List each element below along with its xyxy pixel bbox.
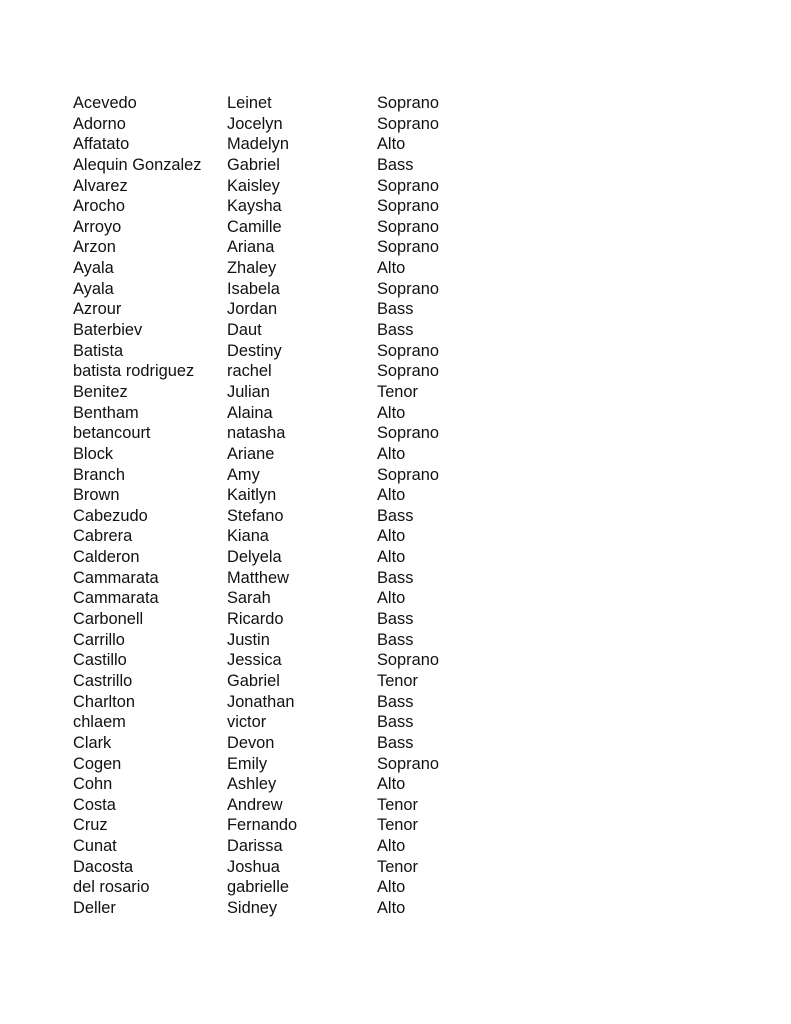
last-name-cell: Cammarata — [73, 568, 159, 587]
table-row — [73, 506, 493, 527]
voice-part-cell: Alto — [377, 403, 406, 422]
table-row — [73, 237, 493, 258]
table-row — [73, 857, 493, 878]
last-name-cell: del rosario — [73, 878, 150, 897]
last-name-cell: Azrour — [73, 300, 122, 319]
last-name-cell: Alvarez — [73, 176, 128, 195]
first-name-cell: Gabriel — [227, 671, 280, 690]
voice-part-cell: Bass — [377, 321, 414, 340]
first-name-cell: Camille — [227, 217, 282, 236]
first-name-cell: Fernando — [227, 816, 298, 835]
first-name-cell: Andrew — [227, 795, 283, 814]
voice-part-cell: Tenor — [377, 795, 418, 814]
table-row — [73, 754, 493, 775]
voice-part-cell: Bass — [377, 506, 414, 525]
table-row — [73, 320, 493, 341]
table-row — [73, 114, 493, 135]
table-row — [73, 176, 493, 197]
table-row — [73, 609, 493, 630]
last-name-cell: Arocho — [73, 197, 125, 216]
first-name-cell: Jessica — [227, 651, 282, 670]
last-name-cell: Ayala — [73, 279, 114, 298]
last-name-cell: Calderon — [73, 548, 140, 567]
first-name-cell: gabrielle — [227, 878, 289, 897]
table-row — [73, 692, 493, 713]
voice-part-cell: Soprano — [377, 465, 439, 484]
voice-part-cell: Tenor — [377, 671, 418, 690]
last-name-cell: Dacosta — [73, 857, 134, 876]
first-name-cell: Jordan — [227, 300, 278, 319]
voice-part-cell: Soprano — [377, 754, 439, 773]
voice-part-cell: Bass — [377, 155, 414, 174]
voice-part-cell: Soprano — [377, 238, 439, 257]
table-row — [73, 465, 493, 486]
first-name-cell: Joshua — [227, 857, 280, 876]
table-row — [73, 403, 493, 424]
voice-part-cell: Bass — [377, 300, 414, 319]
table-row — [73, 526, 493, 547]
first-name-cell: Stefano — [227, 506, 284, 525]
first-name-cell: Julian — [227, 382, 270, 401]
last-name-cell: Castrillo — [73, 671, 133, 690]
last-name-cell: Alequin Gonzalez — [73, 155, 202, 174]
voice-part-cell: Soprano — [377, 341, 439, 360]
table-row — [73, 341, 493, 362]
voice-part-cell: Tenor — [377, 382, 418, 401]
table-row — [73, 815, 493, 836]
table-row — [73, 877, 493, 898]
last-name-cell: chlaem — [73, 713, 126, 732]
voice-part-cell: Alto — [377, 589, 406, 608]
last-name-cell: Benitez — [73, 382, 128, 401]
voice-part-cell: Soprano — [377, 114, 439, 133]
first-name-cell: rachel — [227, 362, 272, 381]
table-row — [73, 93, 493, 114]
first-name-cell: Isabela — [227, 279, 280, 298]
last-name-cell: Brown — [73, 486, 120, 505]
first-name-cell: Leinet — [227, 94, 272, 112]
first-name-cell: Madelyn — [227, 135, 289, 154]
first-name-cell: victor — [227, 713, 267, 732]
first-name-cell: Ricardo — [227, 610, 284, 629]
voice-part-cell: Alto — [377, 486, 406, 505]
table-row — [73, 279, 493, 300]
voice-part-cell: Soprano — [377, 217, 439, 236]
first-name-cell: Gabriel — [227, 155, 280, 174]
first-name-cell: natasha — [227, 424, 286, 443]
last-name-cell: Block — [73, 444, 114, 463]
voice-part-cell: Soprano — [377, 176, 439, 195]
last-name-cell: Carrillo — [73, 630, 125, 649]
table-row — [73, 217, 493, 238]
table-row — [73, 444, 493, 465]
voice-part-cell: Alto — [377, 878, 406, 897]
last-name-cell: Ayala — [73, 259, 114, 278]
first-name-cell: Delyela — [227, 548, 282, 567]
voice-part-cell: Bass — [377, 610, 414, 629]
voice-part-cell: Soprano — [377, 651, 439, 670]
last-name-cell: Carbonell — [73, 610, 144, 629]
last-name-cell: Clark — [73, 733, 112, 752]
voice-part-cell: Alto — [377, 837, 406, 856]
table-row — [73, 774, 493, 795]
last-name-cell: Batista — [73, 341, 124, 360]
last-name-cell: Bentham — [73, 403, 139, 422]
voice-part-cell: Tenor — [377, 816, 418, 835]
voice-part-cell: Bass — [377, 733, 414, 752]
table-row — [73, 134, 493, 155]
last-name-cell: Cogen — [73, 754, 122, 773]
last-name-cell: Cohn — [73, 775, 113, 794]
first-name-cell: Jonathan — [227, 692, 295, 711]
table-row — [73, 485, 493, 506]
voice-part-cell: Soprano — [377, 362, 439, 381]
last-name-cell: batista rodriguez — [73, 362, 195, 381]
voice-part-cell: Alto — [377, 135, 406, 154]
table-row — [73, 898, 493, 919]
voice-part-cell: Soprano — [377, 197, 439, 216]
voice-part-cell: Tenor — [377, 857, 418, 876]
last-name-cell: Cruz — [73, 816, 108, 835]
voice-part-cell: Bass — [377, 692, 414, 711]
first-name-cell: Ariana — [227, 238, 275, 257]
voice-part-cell: Soprano — [377, 94, 439, 112]
choir-roster-table — [73, 93, 493, 919]
last-name-cell: Arzon — [73, 238, 116, 257]
last-name-cell: Adorno — [73, 114, 126, 133]
voice-part-cell: Alto — [377, 548, 406, 567]
last-name-cell: Cunat — [73, 837, 117, 856]
first-name-cell: Sarah — [227, 589, 271, 608]
first-name-cell: Zhaley — [227, 259, 277, 278]
last-name-cell: Baterbiev — [73, 321, 143, 340]
voice-part-cell: Alto — [377, 259, 406, 278]
table-row — [73, 258, 493, 279]
table-row — [73, 361, 493, 382]
voice-part-cell: Alto — [377, 527, 406, 546]
table-row — [73, 650, 493, 671]
table-row — [73, 155, 493, 176]
table-row — [73, 299, 493, 320]
first-name-cell: Emily — [227, 754, 268, 773]
voice-part-cell: Alto — [377, 775, 406, 794]
voice-part-cell: Bass — [377, 568, 414, 587]
last-name-cell: Deller — [73, 898, 116, 917]
last-name-cell: Cabrera — [73, 527, 133, 546]
voice-part-cell: Soprano — [377, 279, 439, 298]
last-name-cell: betancourt — [73, 424, 151, 443]
table-row — [73, 836, 493, 857]
table-row — [73, 547, 493, 568]
last-name-cell: Cammarata — [73, 589, 159, 608]
table-row — [73, 671, 493, 692]
first-name-cell: Justin — [227, 630, 270, 649]
table-row — [73, 423, 493, 444]
first-name-cell: Kaitlyn — [227, 486, 277, 505]
first-name-cell: Kiana — [227, 527, 269, 546]
table-row — [73, 630, 493, 651]
table-row — [73, 795, 493, 816]
first-name-cell: Ariane — [227, 444, 275, 463]
table-row — [73, 196, 493, 217]
first-name-cell: Darissa — [227, 837, 283, 856]
last-name-cell: Affatato — [73, 135, 130, 154]
voice-part-cell: Bass — [377, 713, 414, 732]
table-row — [73, 712, 493, 733]
last-name-cell: Cabezudo — [73, 506, 148, 525]
voice-part-cell: Alto — [377, 898, 406, 917]
first-name-cell: Matthew — [227, 568, 289, 587]
first-name-cell: Kaysha — [227, 197, 282, 216]
first-name-cell: Devon — [227, 733, 275, 752]
last-name-cell: Arroyo — [73, 217, 122, 236]
first-name-cell: Alaina — [227, 403, 273, 422]
first-name-cell: Ashley — [227, 775, 277, 794]
table-row — [73, 733, 493, 754]
last-name-cell: Costa — [73, 795, 116, 814]
first-name-cell: Sidney — [227, 898, 278, 917]
first-name-cell: Amy — [227, 465, 260, 484]
voice-part-cell: Soprano — [377, 424, 439, 443]
first-name-cell: Daut — [227, 321, 262, 340]
first-name-cell: Jocelyn — [227, 114, 283, 133]
table-row — [73, 568, 493, 589]
voice-part-cell: Bass — [377, 630, 414, 649]
last-name-cell: Branch — [73, 465, 125, 484]
voice-part-cell: Alto — [377, 444, 406, 463]
first-name-cell: Kaisley — [227, 176, 280, 195]
table-row — [73, 588, 493, 609]
table-row — [73, 382, 493, 403]
last-name-cell: Charlton — [73, 692, 135, 711]
last-name-cell: Acevedo — [73, 94, 137, 112]
last-name-cell: Castillo — [73, 651, 127, 670]
first-name-cell: Destiny — [227, 341, 282, 360]
